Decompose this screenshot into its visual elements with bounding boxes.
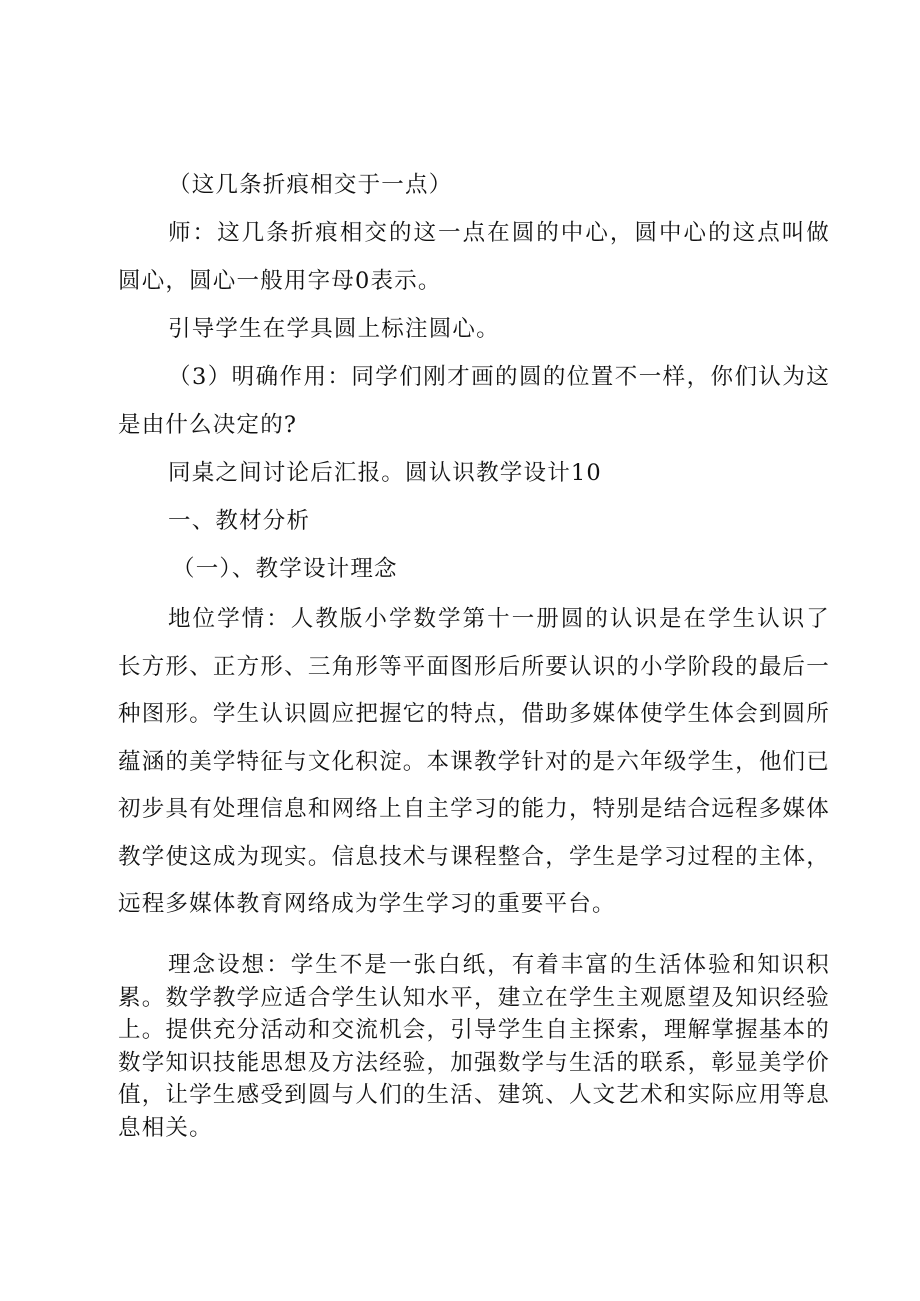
paragraph-status-situation: 地位学情：人教版小学数学第十一册圆的认识是在学生认识了长方形、正方形、三角形等平面图形后所要认识的小学阶段的最后一种图形。学生认识圆应把握它的特点，借助多媒体使学生体会到圆所蕴涵的美学特征与文化积淀。本课教学针对的是六年级学生，他们已初步具有处理信息和网络上自主学习的能力，特别是结合远程多媒体教学使这成为现实。信息技术与课程整合，学生是学习过程的主体，远程多媒体教育网络成为学生学习的重要平台。 [118, 606, 830, 917]
paragraph-mark-center: 引导学生在学具圆上标注圆心。 [168, 316, 500, 342]
section-heading-textbook-analysis: 一、教材分析 [168, 508, 311, 534]
paragraph-concept-idea: 理念设想：学生不是一张白纸，有着丰富的生活体验和知识积累。数学教学应适合学生认知水平，建立在学生主观愿望及知识经验上。提供充分活动和交流机会，引导学生自主探索，理解掌握基本的数学知识技能思想及方法经验，加强数学与生活的联系，彰显美学价值，让学生感受到圆与人们的生活、建筑、人文艺术和实际应用等息息相关。 [118, 952, 830, 1141]
subsection-heading-design-concept: （一）、教学设计理念 [172, 556, 398, 582]
paragraph-teacher-center: 师：这几条折痕相交的这一点在圆的中心，圆中心的这点叫做圆心，圆心一般用字母0表示。 [118, 220, 830, 294]
paragraph-desk-discussion: 同桌之间讨论后汇报。圆认识教学设计10 [168, 460, 602, 486]
paragraph-clarify-function: （3）明确作用：同学们刚才画的圆的位置不一样，你们认为这是由什么决定的? [118, 364, 830, 438]
paragraph-crease-intersection: （这几条折痕相交于一点） [168, 172, 453, 198]
